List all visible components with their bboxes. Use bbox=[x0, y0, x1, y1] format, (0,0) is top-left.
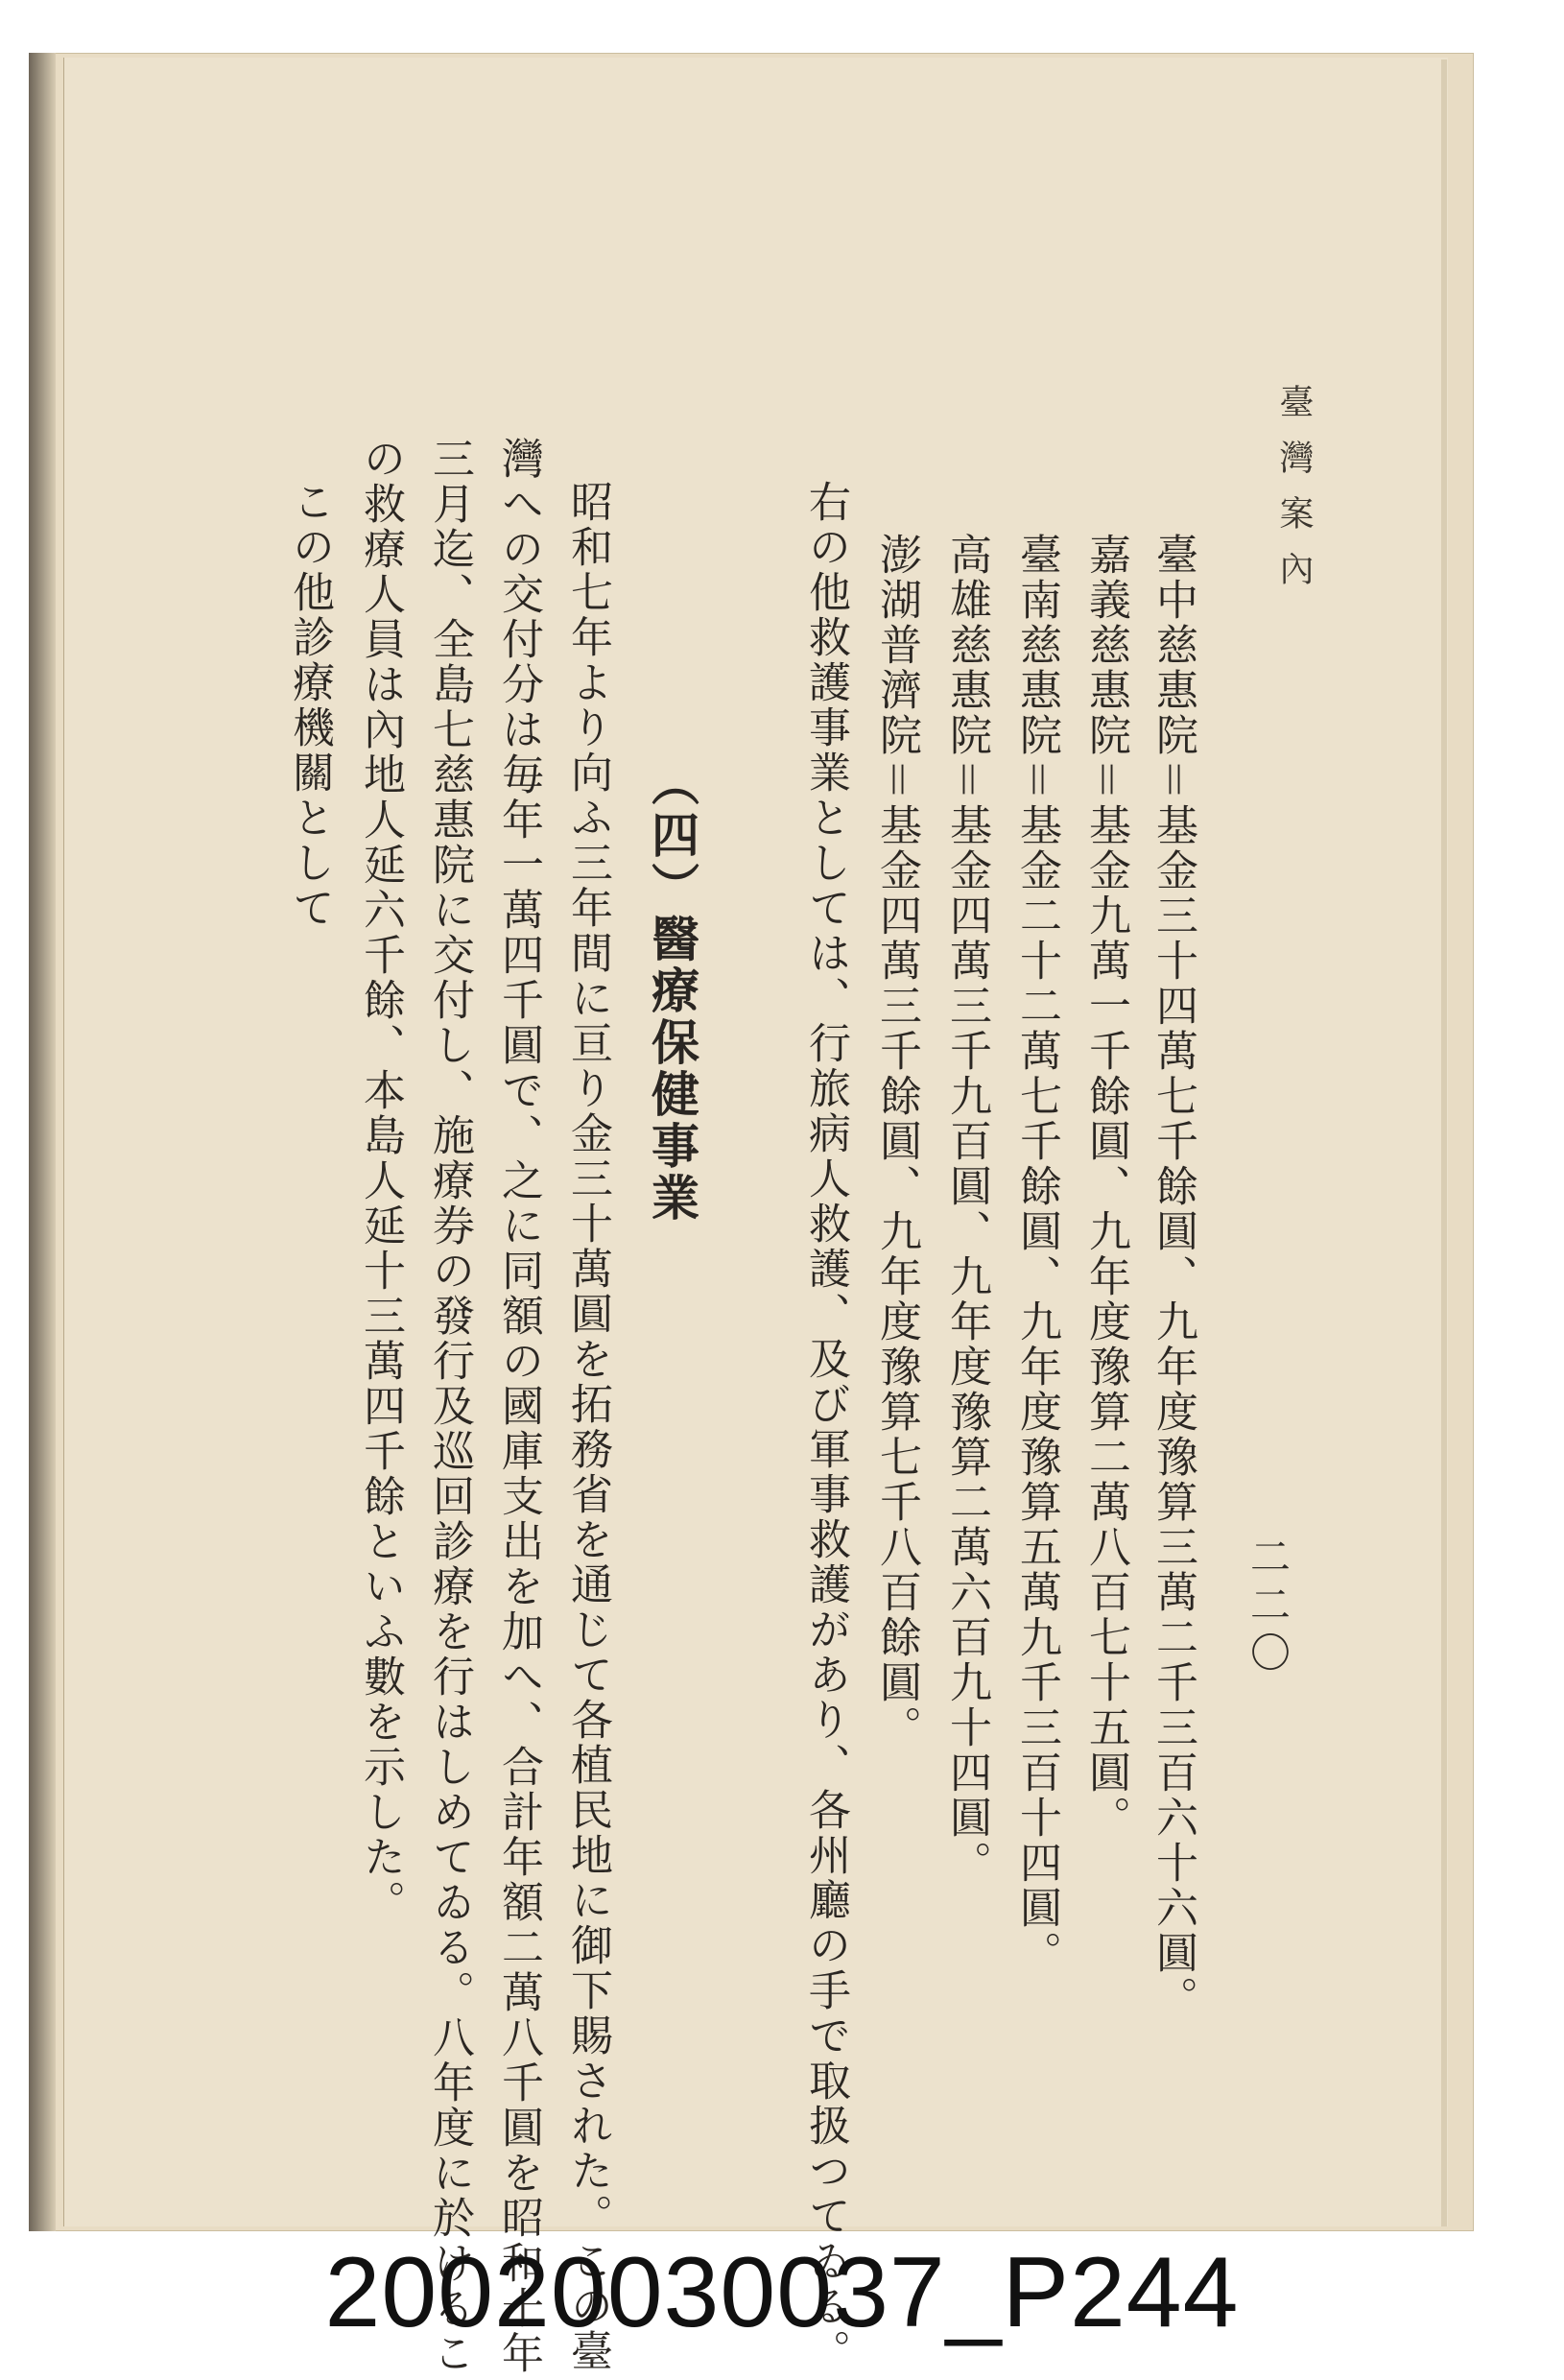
page-edge bbox=[1441, 60, 1447, 2226]
body-line: 灣への交付分は毎年一萬四千圓で、之に同額の國庫支出を加へ、合計年額二萬八千圓を昭和十年 bbox=[494, 437, 543, 2376]
body-line: 昭和七年より向ふ三年間に亘り金三十萬圓を拓務省を通じて各植民地に御下賜された。この臺 bbox=[563, 480, 612, 2374]
running-header-title: 臺灣案內 bbox=[1274, 384, 1314, 607]
image-identifier: 20020030037_P244 bbox=[324, 2237, 1240, 2348]
entry-penghu: 澎湖普濟院＝基金四萬三千餘圓、九年度豫算七千八百餘圓。 bbox=[872, 533, 921, 1750]
page-number: 二二〇 bbox=[1244, 1535, 1291, 1679]
entry-chiayi: 嘉義慈惠院＝基金九萬一千餘圓、九年度豫算二萬八百七十五圓。 bbox=[1081, 533, 1130, 1841]
section-number: （四） bbox=[644, 758, 700, 914]
body-line: 三月迄、全島七慈惠院に交付し、施療券の發行及巡回診療を行はしめてゐる。八年度に於けるこ bbox=[425, 437, 474, 2376]
paragraph-other-relief: 右の他救護事業としては、行旅病人救護、及び軍事救護があり、各州廳の手で取扱つてゐる。 bbox=[801, 480, 850, 2374]
body-line: この他診療機關として bbox=[285, 480, 334, 931]
book-gutter-shadow bbox=[29, 53, 56, 2231]
book-page bbox=[63, 58, 1448, 2226]
entry-kaohsiung: 高雄慈惠院＝基金四萬三千九百圓、九年度豫算二萬六百九十四圓。 bbox=[942, 533, 991, 1886]
section-title: 醫療保健事業 bbox=[644, 914, 700, 1225]
entry-tainan: 臺南慈惠院＝基金二十二萬七千餘圓、九年度豫算五萬九千三百十四圓。 bbox=[1012, 533, 1061, 1976]
entry-taichung: 臺中慈惠院＝基金三十四萬七千餘圓、九年度豫算三萬二千三百六十六圓。 bbox=[1149, 533, 1197, 2021]
body-line: の救療人員は內地人延六千餘、本島人延十三萬四千餘といふ數を示した。 bbox=[356, 437, 405, 1925]
section-heading bbox=[644, 758, 700, 1225]
